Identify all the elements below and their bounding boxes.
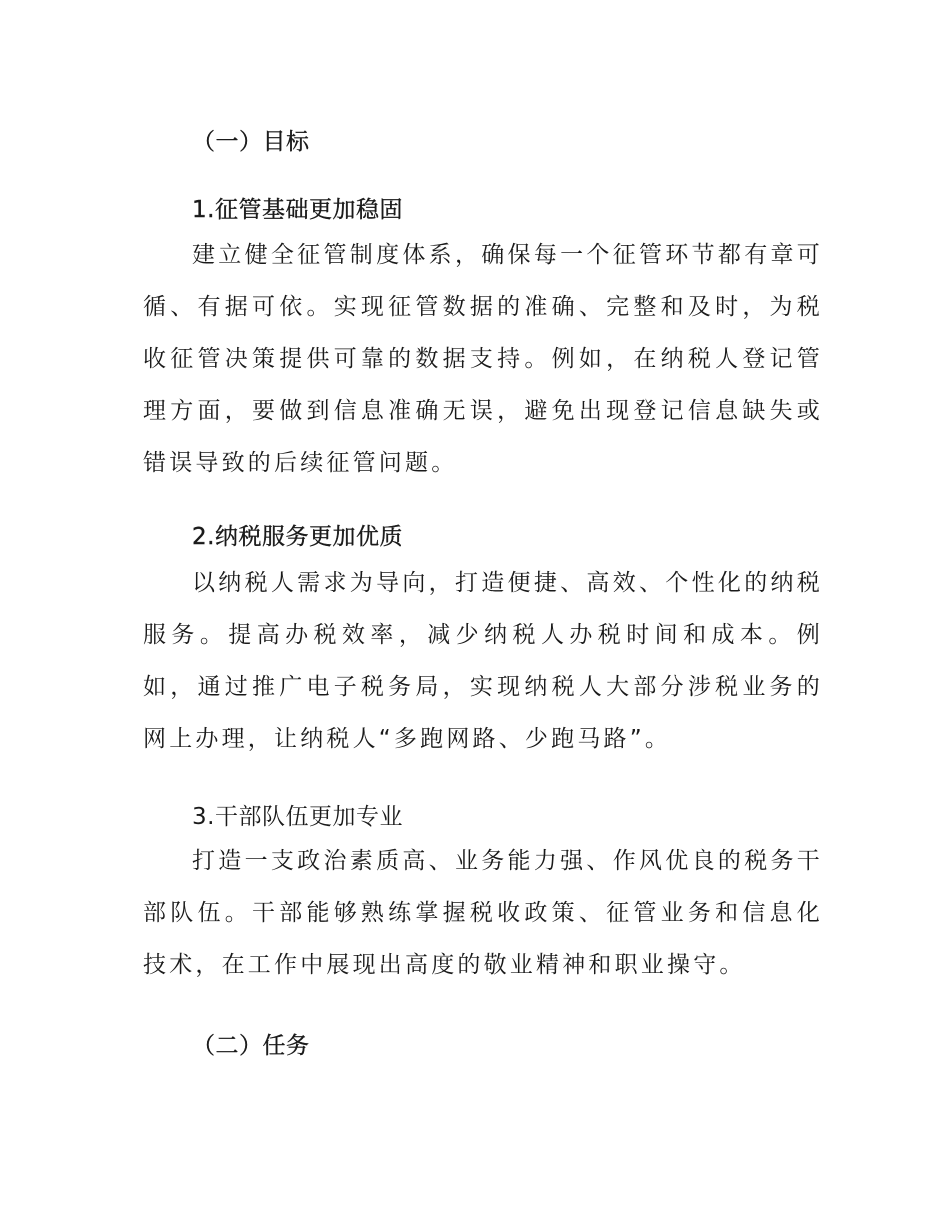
goal-2-paragraph: 以纳税人需求为导向，打造便捷、高效、个性化的纳税服务。提高办税效率，减少纳税人办税时间和成本。例如，通过推广电子税务局，实现纳税人大部分涉税业务的网上办理，让纳税人“多跑网路、少跑马路”。	[143, 570, 823, 752]
goal-3-title: 3.干部队伍更加专业	[192, 804, 403, 830]
goal-2-title: 2.纳税服务更加优质	[192, 524, 403, 550]
section-heading-goals: （一）目标	[192, 129, 310, 155]
section-heading-tasks: （二）任务	[192, 1033, 310, 1059]
goal-1-title: 1.征管基础更加稳固	[192, 197, 403, 223]
goal-1-paragraph: 建立健全征管制度体系，确保每一个征管环节都有章可循、有据可依。实现征管数据的准确、完整和及时，为税收征管决策提供可靠的数据支持。例如，在纳税人登记管理方面，要做到信息准确无误，避免出现登记信息缺失或错误导致的后续征管问题。	[143, 242, 823, 476]
goal-3-paragraph: 打造一支政治素质高、业务能力强、作风优良的税务干部队伍。干部能够熟练掌握税收政策、征管业务和信息化技术，在工作中展现出高度的敬业精神和职业操守。	[143, 848, 823, 978]
